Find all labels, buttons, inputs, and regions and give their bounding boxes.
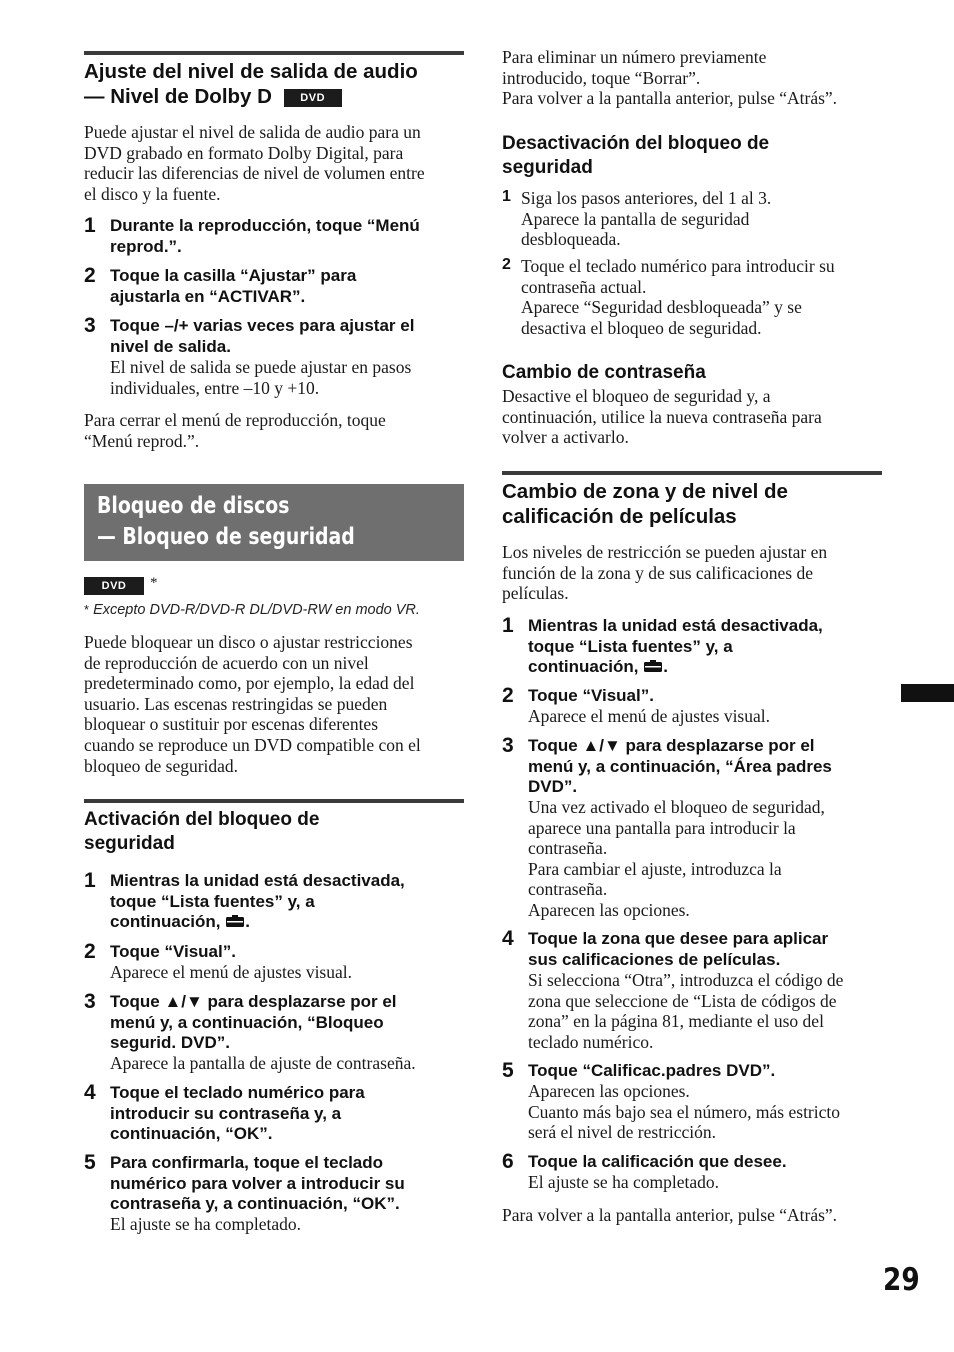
step-number: 1 <box>502 614 514 637</box>
step-desc-line: El ajuste se ha completado. <box>110 1214 301 1234</box>
step-text-line: Aparece la pantalla de seguridad <box>521 208 750 229</box>
step-desc-line: será el nivel de restricción. <box>528 1122 717 1143</box>
step-number: 2 <box>502 684 514 707</box>
step-title <box>528 1061 883 1082</box>
delete-note <box>502 47 892 109</box>
step-text-line: Siga los pasos anteriores, del 1 al 3. <box>521 188 772 208</box>
step-title-line: menú y, a continuación, “Bloqueo <box>110 1012 384 1032</box>
step-title-line: reprod.”. <box>110 236 182 256</box>
step-number: 2 <box>84 940 96 963</box>
step-title-line: Durante la reproducción, toque “Menú <box>110 216 420 235</box>
step-text-line: Aparece “Seguridad desbloqueada” y se <box>521 297 802 318</box>
settings-toolbox-icon <box>643 659 663 673</box>
dolby-intro-line: reducir las diferencias de nivel de volumen entre <box>84 163 425 184</box>
step-title-line: Toque “Calificac.padres DVD”. <box>528 1061 776 1080</box>
step-title-line: Toque la casilla “Ajustar” para <box>110 266 357 285</box>
section-tab-marker <box>901 684 954 702</box>
step-title-line: ajustarla en “ACTIVAR”. <box>110 286 306 306</box>
step-title-line: DVD”. <box>528 777 578 796</box>
heading-dolby-line2 <box>84 84 474 109</box>
banner-title-line1: Bloqueo de discos <box>97 493 290 519</box>
step-desc-line: El nivel de salida se puede ajustar en pasos <box>110 357 412 377</box>
step-title-line: Mientras la unidad está desactivada, <box>110 871 405 890</box>
section-rule-dolby <box>84 51 464 55</box>
step-title-line: toque “Lista fuentes” y, a <box>528 636 733 656</box>
step-number: 3 <box>502 734 514 757</box>
step-desc <box>528 1172 883 1193</box>
heading-line: calificación de películas <box>502 505 737 528</box>
step-title-line: Toque “Visual”. <box>528 686 654 705</box>
step-title <box>528 736 883 798</box>
step-title <box>110 942 465 963</box>
note-line: introducido, toque “Borrar”. <box>502 67 701 88</box>
step-number: 1 <box>84 869 96 892</box>
lock-intro-line: bloquear o sustituir por escenas diferentes <box>84 714 379 735</box>
lock-intro <box>84 632 469 776</box>
step-title-line: Toque “Visual”. <box>110 942 236 961</box>
step-title-line: Toque –/+ varias veces para ajustar el <box>110 316 415 335</box>
lock-intro-line: cuando se reproduce un DVD compatible con el <box>84 734 421 755</box>
password-text-line: continuación, utilice la nueva contraseña para <box>502 406 822 427</box>
step-desc <box>528 797 883 921</box>
dvd-badge-row <box>84 575 158 595</box>
footnote <box>84 602 420 618</box>
lock-intro-line: predeterminado como, por ejemplo, la edad del <box>84 673 415 694</box>
step-text-line: desbloqueada. <box>521 229 621 250</box>
step-desc-line: teclado numérico. <box>528 1031 654 1052</box>
zone-intro-line: función de la zona y de sus calificaciones de <box>502 562 813 583</box>
step-desc-line: Si selecciona “Otra”, introduzca el código de <box>528 970 844 990</box>
step-title-line: Toque la zona que desee para aplicar <box>528 929 829 948</box>
step-desc <box>110 1053 465 1074</box>
step-title-line: Para confirmarla, toque el teclado <box>110 1153 384 1172</box>
section-rule-activation <box>84 799 464 803</box>
step-text-line: Toque el teclado numérico para introducir su <box>521 256 835 276</box>
step-desc-line: Una vez activado el bloqueo de seguridad, <box>528 797 825 817</box>
step-title-line: nivel de salida. <box>110 336 231 356</box>
step-text <box>521 256 883 338</box>
closing-line: Para cerrar el menú de reproducción, toque <box>84 410 386 430</box>
step-desc-line: Aparecen las opciones. <box>528 899 690 920</box>
step-title-line: Mientras la unidad está desactivada, <box>528 616 823 635</box>
dvd-badge: DVD <box>284 89 342 107</box>
step-title <box>528 686 883 707</box>
step-desc-line: aparece una pantalla para introducir la <box>528 817 796 838</box>
footnote-text: Excepto DVD-R/DVD-R DL/DVD-RW en modo VR. <box>93 602 420 618</box>
step-number: 6 <box>502 1150 514 1173</box>
password-text-line: Desactive el bloqueo de seguridad y, a <box>502 386 771 406</box>
step-title <box>110 992 465 1054</box>
step-title <box>528 929 883 970</box>
heading-dolby-line2-text: — Nivel de Dolby D <box>84 85 272 108</box>
closing-line: “Menú reprod.”. <box>84 430 200 451</box>
step-desc-line: contraseña. <box>528 879 608 900</box>
step-desc <box>528 706 883 727</box>
step-desc-line: zona” en la página 81, mediante el uso del <box>528 1011 824 1032</box>
step-title <box>110 216 465 257</box>
dolby-intro-line: Puede ajustar el nivel de salida de audio para un <box>84 122 421 142</box>
lock-intro-line: de reproducción de acuerdo con un nivel <box>84 652 369 673</box>
step-title-line: Toque ▲/▼ para desplazarse por el <box>110 992 397 1011</box>
zone-intro-line: Los niveles de restricción se pueden ajustar en <box>502 542 828 562</box>
step-text-line: desactiva el bloqueo de seguridad. <box>521 317 762 338</box>
zone-intro-line: películas. <box>502 583 569 604</box>
step-number: 4 <box>84 1081 96 1104</box>
step-title-line: continuación, <box>528 657 639 676</box>
heading-password: Cambio de contraseña <box>502 362 706 383</box>
heading-line: Activación del bloqueo de <box>84 809 320 830</box>
step-title-line: Toque el teclado numérico para <box>110 1083 365 1102</box>
step-desc <box>528 1081 883 1143</box>
heading-deactivation <box>502 132 887 180</box>
step-title <box>110 1153 465 1215</box>
password-text <box>502 386 892 448</box>
step-desc-line: zona que seleccione de “Lista de códigos de <box>528 990 837 1011</box>
step-desc-line: Para cambiar el ajuste, introduzca la <box>528 858 782 879</box>
step-desc-line: Aparece el menú de ajustes visual. <box>110 962 352 982</box>
step-title-line: toque “Lista fuentes” y, a <box>110 891 315 911</box>
step-desc-line: Aparecen las opciones. <box>528 1081 690 1101</box>
step-title-line: Toque la calificación que desee. <box>528 1152 787 1171</box>
step-title <box>110 871 465 933</box>
step-title-line: segurid. DVD”. <box>110 1033 230 1052</box>
step-desc-line: individuales, entre –10 y +10. <box>110 377 320 398</box>
step-title <box>110 266 465 307</box>
step-text <box>521 188 883 250</box>
step-title <box>110 316 465 357</box>
heading-line: seguridad <box>84 833 175 854</box>
step-number: 2 <box>84 264 96 287</box>
heading-dolby <box>84 59 474 109</box>
step-desc-line: contraseña. <box>528 838 608 859</box>
step-title-line: contraseña y, a continuación, “OK”. <box>110 1194 400 1213</box>
step-text-line: contraseña actual. <box>521 276 647 297</box>
dolby-closing <box>84 410 469 451</box>
step-number: 4 <box>502 927 514 950</box>
step-title <box>110 1083 465 1145</box>
note-line: Para eliminar un número previamente <box>502 47 767 67</box>
step-number: 2 <box>502 256 511 273</box>
step-number: 1 <box>502 188 511 205</box>
step-title-line: Toque ▲/▼ para desplazarse por el <box>528 736 815 755</box>
step-title-line: numérico para volver a introducir su <box>110 1173 405 1193</box>
lock-intro-line: usuario. Las escenas restringidas se pueden <box>84 693 388 714</box>
step-title-line-with-icon: continuación, . <box>110 912 250 931</box>
zone-closing: Para volver a la pantalla anterior, pulse “Atrás”. <box>502 1205 838 1225</box>
step-title-line-with-icon: continuación, . <box>528 657 668 676</box>
zone-intro <box>502 542 892 604</box>
password-text-line: volver a activarlo. <box>502 427 629 448</box>
step-number: 3 <box>84 314 96 337</box>
step-title-line: menú y, a continuación, “Área padres <box>528 756 832 776</box>
heading-activation <box>84 808 469 856</box>
settings-toolbox-icon <box>225 914 245 928</box>
section-rule-zone <box>502 471 882 475</box>
heading-zone <box>502 479 892 529</box>
dolby-intro <box>84 122 469 204</box>
step-desc <box>528 970 883 1052</box>
lock-intro-line: bloqueo de seguridad. <box>84 755 239 776</box>
step-desc <box>110 962 465 983</box>
step-number: 5 <box>502 1059 514 1082</box>
note-line: Para volver a la pantalla anterior, pulse “Atrás”. <box>502 88 838 109</box>
badge-asterisk: * <box>150 575 158 591</box>
page-number: 29 <box>883 1262 920 1298</box>
heading-line: Desactivación del bloqueo de <box>502 133 770 154</box>
dolby-intro-line: DVD grabado en formato Dolby Digital, para <box>84 142 404 163</box>
step-title-line: continuación, <box>110 912 221 931</box>
step-desc-line: Aparece la pantalla de ajuste de contraseña. <box>110 1053 416 1073</box>
step-desc-line: El ajuste se ha completado. <box>528 1172 719 1192</box>
step-desc <box>110 357 465 398</box>
step-desc <box>110 1214 465 1235</box>
section-banner <box>84 484 464 561</box>
banner-title-line2: — Bloqueo de seguridad <box>97 524 355 550</box>
footnote-mark: * <box>84 602 90 617</box>
step-desc-line: Cuanto más bajo sea el número, más estricto <box>528 1101 841 1122</box>
step-title <box>528 1152 883 1173</box>
heading-line: Cambio de zona y de nivel de <box>502 480 788 503</box>
step-title-line: sus calificaciones de películas. <box>528 949 781 969</box>
step-title-line: introducir su contraseña y, a <box>110 1103 342 1123</box>
heading-dolby-line1: Ajuste del nivel de salida de audio <box>84 60 418 83</box>
dolby-intro-line: el disco y la fuente. <box>84 183 221 204</box>
step-number: 3 <box>84 990 96 1013</box>
step-desc-line: Aparece el menú de ajustes visual. <box>528 706 770 726</box>
lock-intro-line: Puede bloquear un disco o ajustar restricciones <box>84 632 413 652</box>
step-title-line: continuación, “OK”. <box>110 1124 273 1143</box>
dvd-badge: DVD <box>84 577 144 595</box>
step-number: 5 <box>84 1151 96 1174</box>
step-number: 1 <box>84 214 96 237</box>
step-title <box>528 616 883 678</box>
heading-line: seguridad <box>502 157 593 178</box>
